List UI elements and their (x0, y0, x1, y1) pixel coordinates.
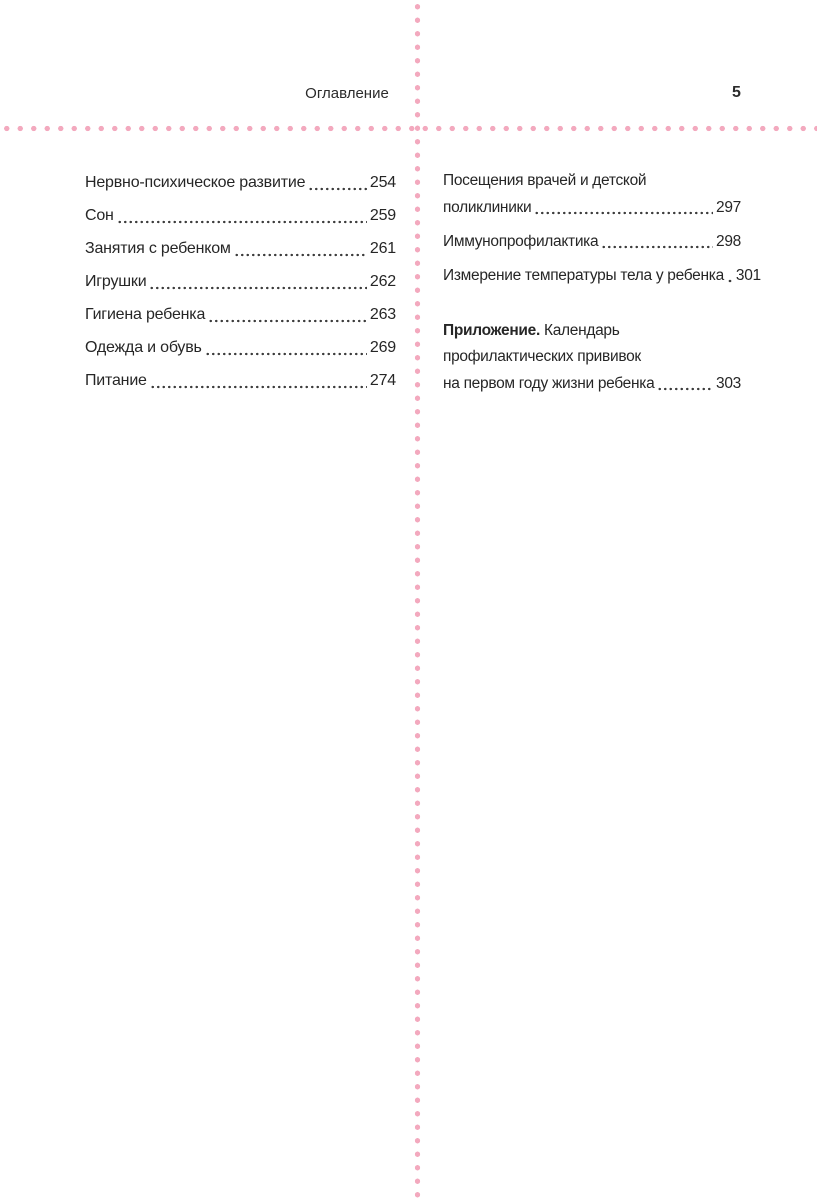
toc-leader (234, 253, 367, 257)
toc-page-number: 297 (716, 198, 741, 216)
toc-appendix-label: Приложение. (443, 322, 540, 339)
toc-appendix-title: Календарь (543, 322, 620, 339)
toc-entry (85, 267, 396, 300)
toc-entry (443, 228, 741, 254)
toc-entry-line2 (443, 194, 741, 220)
toc-page-number: 261 (369, 240, 396, 258)
toc-entry-title: поликлиники (443, 198, 532, 216)
toc-page-number: 301 (735, 266, 761, 284)
toc-leader (534, 211, 713, 215)
toc-page-number: 298 (716, 232, 741, 250)
toc-page-number: 254 (369, 174, 396, 192)
toc-leader (208, 319, 367, 323)
running-head-title: Оглавление (305, 85, 389, 102)
toc-page-number: 269 (369, 339, 396, 357)
page-number: 5 (732, 84, 741, 101)
toc-left-column (85, 168, 396, 399)
toc-entry (85, 168, 396, 201)
toc-entry-title: Нервно-психическое развитие (85, 174, 306, 192)
toc-leader (205, 352, 367, 356)
toc-leader (149, 286, 366, 290)
toc-leader (308, 187, 367, 191)
toc-leader (727, 279, 733, 283)
toc-page-number: 303 (716, 374, 741, 392)
toc-leader (117, 220, 367, 224)
toc-appendix-line1 (443, 318, 741, 344)
toc-entry (443, 168, 741, 220)
toc-entry-title-line1: Посещения врачей и детской (443, 172, 647, 189)
horizontal-dotted-divider (0, 124, 817, 133)
toc-appendix-line2: профилактических прививок (443, 348, 641, 365)
toc-entry (85, 333, 396, 366)
toc-appendix-line3 (443, 370, 741, 396)
toc-entry (85, 201, 396, 234)
toc-entry-title: Занятия с ребенком (85, 240, 231, 258)
toc-right-column (443, 168, 761, 396)
toc-leader (150, 385, 367, 389)
toc-entry (85, 234, 396, 267)
toc-entry-title: Сон (85, 207, 114, 225)
toc-entry-title: Игрушки (85, 273, 147, 291)
toc-leader (601, 245, 713, 249)
toc-entry (443, 262, 761, 288)
toc-entry-title: Питание (85, 372, 147, 390)
toc-entry-title: Одежда и обувь (85, 339, 202, 357)
vertical-dotted-divider (413, 0, 422, 1200)
toc-entry-title: на первом году жизни ребенка (443, 374, 655, 392)
toc-entry-title: Измерение температуры тела у ребенка (443, 266, 724, 284)
toc-leader (657, 387, 713, 391)
toc-entry-title: Гигиена ребенка (85, 306, 206, 324)
toc-entry (85, 300, 396, 333)
toc-entry (85, 366, 396, 399)
toc-page-number: 259 (369, 207, 396, 225)
toc-page-number: 262 (369, 273, 396, 291)
toc-page-number: 263 (369, 306, 396, 324)
toc-appendix-entry (443, 318, 741, 396)
toc-page-number: 274 (369, 372, 396, 390)
toc-entry-title: Иммунопрофилактика (443, 232, 599, 250)
